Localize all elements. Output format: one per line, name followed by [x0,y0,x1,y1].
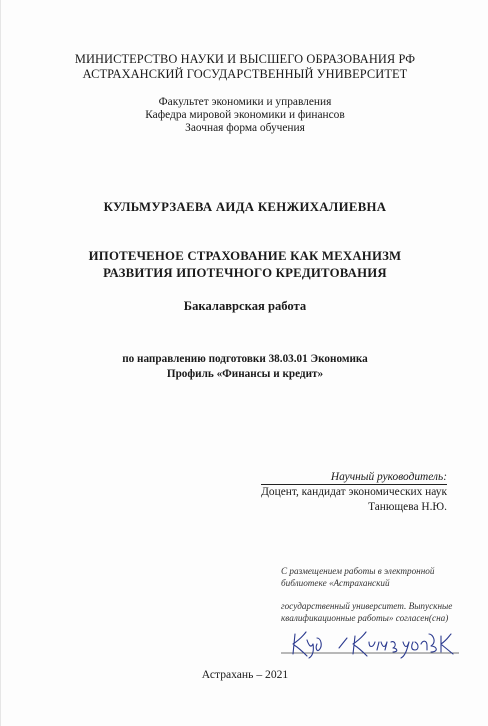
signature-strokes [293,632,453,658]
author-name: КУЛЬМУРЗАЕВА АИДА КЕНЖИХАЛИЕВНА [103,200,387,214]
stamp-line-1: С размещением работы в электронной [281,566,435,576]
university-name: АСТРАХАНСКИЙ ГОСУДАРСТВЕННЫЙ УНИВЕРСИТЕТ [82,67,408,81]
study-direction [1,352,488,382]
city-year: Астрахань – 2021 [201,668,289,681]
ministry-name: МИНИСТЕРСТВО НАУКИ И ВЫСШЕГО ОБРАЗОВАНИЯ РФ [74,52,416,66]
supervisor-position-row [261,485,447,500]
thesis-title-line-2: РАЗВИТИЯ ИПОТЕЧНОГО КРЕДИТОВАНИЯ [103,266,387,280]
stamp-line-2: библиотеке «Астраханский [281,577,390,588]
handwritten-signature [281,626,461,660]
stamp-line-4: квалификационные работы» согласен(сна) [281,612,449,623]
stamp-line-3: государственный университет. Выпускные [281,601,453,611]
work-type: Бакалаврская работа [183,299,307,313]
thesis-title-line-1: ИПОТЕЧЕНОЕ СТРАХОВАНИЕ КАК МЕХАНИЗМ [88,249,402,263]
faculty-block [1,96,488,135]
supervisor-label: Научный руководитель: [330,471,447,483]
supervisor-block [261,470,447,515]
faculty-name: Факультет экономики и управления [158,96,332,108]
direction-line-1: по направлению подготовки 38.03.01 Экономика [122,353,368,365]
supervisor-position: Доцент, кандидат экономических наук [261,486,447,498]
department-name: Кафедра мировой экономики и финансов [145,109,345,121]
supervisor-name: Танющева Н.Ю. [368,501,447,513]
library-consent-stamp [281,566,457,624]
institution-header [1,52,488,82]
study-form: Заочная форма обучения [185,122,305,134]
supervisor-underline [261,484,447,485]
direction-line-2: Профиль «Финансы и кредит» [166,368,324,380]
thesis-title [1,248,488,282]
